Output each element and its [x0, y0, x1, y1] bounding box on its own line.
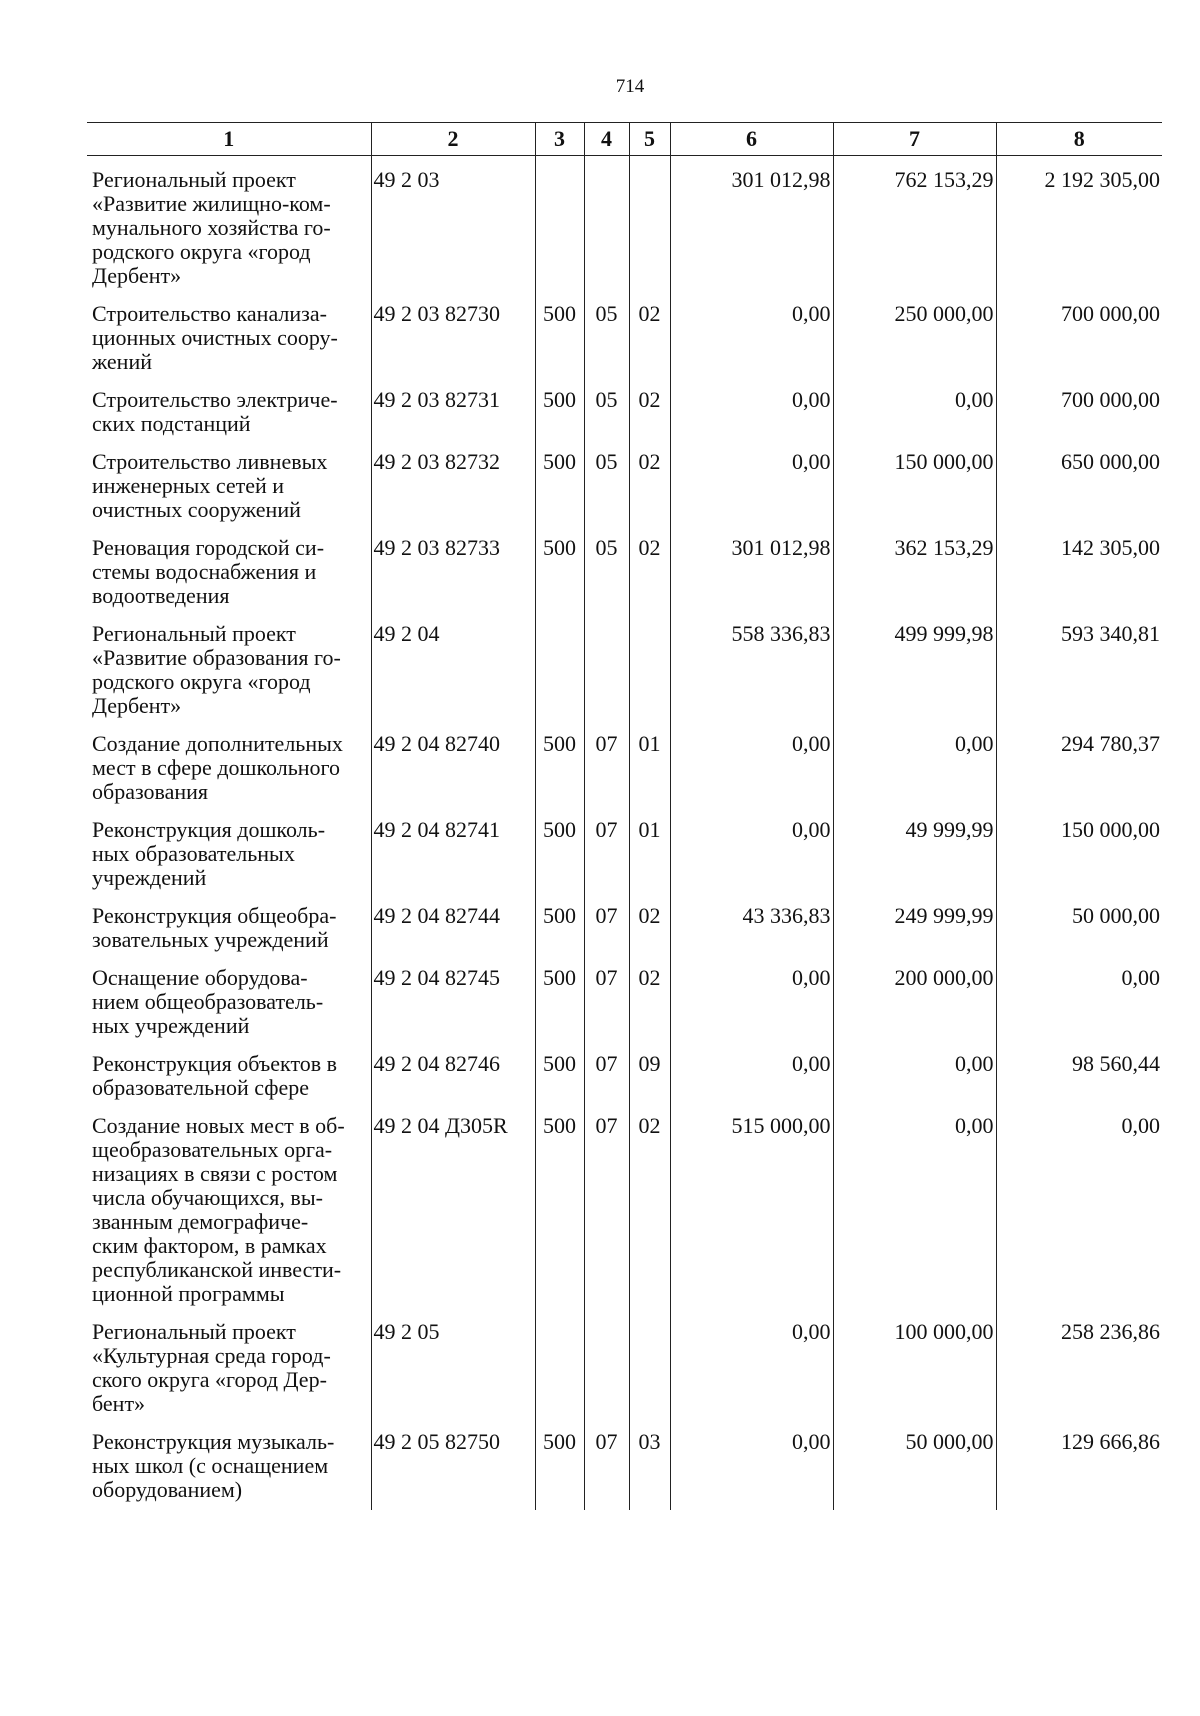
row-value8-cell: 98 560,44: [996, 1038, 1162, 1100]
row-col5-cell: 02: [629, 374, 670, 436]
row-value8-cell: 650 000,00: [996, 436, 1162, 522]
row-name-line: Реконструкция общеобра-: [92, 903, 337, 928]
row-name-line: мунального хозяйства го-: [92, 215, 331, 240]
row-name-line: Реконструкция музыкаль-: [92, 1429, 335, 1454]
row-name-line: родского округа «город: [92, 669, 311, 694]
column-header-6: 6: [670, 123, 833, 156]
row-code-cell: 49 2 04 82741: [371, 804, 535, 890]
row-code-cell: 49 2 04 82745: [371, 952, 535, 1038]
row-code-cell: 49 2 04 Д305R: [371, 1100, 535, 1306]
row-name-line: бент»: [92, 1391, 146, 1416]
row-value6-cell: 0,00: [670, 1038, 833, 1100]
row-col3-cell: [535, 1306, 584, 1416]
row-name-line: Строительство ливневых: [92, 449, 328, 474]
row-col5-cell: 01: [629, 804, 670, 890]
row-value6-cell: 0,00: [670, 952, 833, 1038]
row-col5-cell: 02: [629, 1100, 670, 1306]
row-col5-cell: 01: [629, 718, 670, 804]
row-col3-cell: 500: [535, 890, 584, 952]
row-name-cell: [87, 436, 371, 522]
row-col4-cell: 07: [584, 1038, 629, 1100]
table-row: [87, 374, 1162, 436]
row-name-cell: [87, 374, 371, 436]
row-name-line: Реконструкция объектов в: [92, 1051, 338, 1076]
column-header-1: 1: [87, 123, 371, 156]
row-col4-cell: 07: [584, 1100, 629, 1306]
row-name-line: Дербент»: [92, 263, 182, 288]
row-value8-cell: 593 340,81: [996, 608, 1162, 718]
row-code-cell: 49 2 05 82750: [371, 1416, 535, 1510]
row-value8-cell: 700 000,00: [996, 288, 1162, 374]
row-code-cell: 49 2 04 82746: [371, 1038, 535, 1100]
table-row: [87, 1100, 1162, 1306]
row-value8-cell: 0,00: [996, 952, 1162, 1038]
row-col3-cell: 500: [535, 1100, 584, 1306]
row-value7-cell: 0,00: [833, 718, 996, 804]
row-name-cell: [87, 156, 371, 289]
row-name-cell: [87, 522, 371, 608]
row-name-line: низациях в связи с ростом: [92, 1161, 338, 1186]
table-row: [87, 804, 1162, 890]
row-value6-cell: 0,00: [670, 804, 833, 890]
table-row: [87, 522, 1162, 608]
page-number: 714: [615, 76, 645, 97]
column-header-5: 5: [629, 123, 670, 156]
row-col4-cell: 07: [584, 890, 629, 952]
row-value6-cell: 0,00: [670, 1306, 833, 1416]
row-name-line: ского округа «город Дер-: [92, 1367, 327, 1392]
row-value7-cell: 49 999,99: [833, 804, 996, 890]
row-name-line: ных школ (с оснащением: [92, 1453, 329, 1478]
row-col4-cell: 05: [584, 374, 629, 436]
row-col4-cell: 07: [584, 1416, 629, 1510]
row-col3-cell: 500: [535, 804, 584, 890]
row-name-line: Создание новых мест в об-: [92, 1113, 345, 1138]
row-name-line: Реконструкция дошколь-: [92, 817, 326, 842]
row-col5-cell: 02: [629, 436, 670, 522]
row-value8-cell: 700 000,00: [996, 374, 1162, 436]
table-row: [87, 436, 1162, 522]
row-col3-cell: 500: [535, 1038, 584, 1100]
row-value6-cell: 0,00: [670, 1416, 833, 1510]
row-code-cell: 49 2 03 82730: [371, 288, 535, 374]
row-name-line: званным демографиче-: [92, 1209, 309, 1234]
row-col3-cell: [535, 156, 584, 289]
row-name-line: ским фактором, в рамках: [92, 1233, 327, 1258]
row-name-line: стемы водоснабжения и: [92, 559, 317, 584]
row-value7-cell: 499 999,98: [833, 608, 996, 718]
row-col5-cell: 02: [629, 890, 670, 952]
column-header-7: 7: [833, 123, 996, 156]
row-col5-cell: 02: [629, 288, 670, 374]
row-col5-cell: 03: [629, 1416, 670, 1510]
row-name-line: зовательных учреждений: [92, 927, 329, 952]
row-value6-cell: 301 012,98: [670, 156, 833, 289]
row-code-cell: 49 2 03 82732: [371, 436, 535, 522]
row-value7-cell: 362 153,29: [833, 522, 996, 608]
row-code-cell: 49 2 03 82733: [371, 522, 535, 608]
row-col4-cell: 07: [584, 952, 629, 1038]
row-name-line: очистных сооружений: [92, 497, 301, 522]
row-name-line: щеобразовательных орга-: [92, 1137, 333, 1162]
row-name-line: Реновация городской си-: [92, 535, 325, 560]
row-col3-cell: 500: [535, 1416, 584, 1510]
row-code-cell: 49 2 04 82744: [371, 890, 535, 952]
column-header-2: 2: [371, 123, 535, 156]
row-value7-cell: 0,00: [833, 1100, 996, 1306]
row-name-cell: [87, 718, 371, 804]
row-code-cell: 49 2 05: [371, 1306, 535, 1416]
row-value8-cell: 2 192 305,00: [996, 156, 1162, 289]
row-name-cell: [87, 608, 371, 718]
row-value7-cell: 250 000,00: [833, 288, 996, 374]
row-name-line: Строительство электриче-: [92, 387, 338, 412]
row-value8-cell: 129 666,86: [996, 1416, 1162, 1510]
row-col4-cell: 07: [584, 804, 629, 890]
row-name-line: ционной программы: [92, 1281, 285, 1306]
row-name-line: ционных очистных соору-: [92, 325, 338, 350]
row-name-cell: [87, 952, 371, 1038]
row-value7-cell: 50 000,00: [833, 1416, 996, 1510]
row-col3-cell: 500: [535, 522, 584, 608]
row-col5-cell: [629, 156, 670, 289]
row-name-line: Региональный проект: [92, 1319, 296, 1344]
table-body: [87, 156, 1162, 1511]
row-value8-cell: 150 000,00: [996, 804, 1162, 890]
row-name-line: «Культурная среда город-: [92, 1343, 331, 1368]
row-name-line: оборудованием): [92, 1477, 243, 1502]
column-header-3: 3: [535, 123, 584, 156]
row-name-cell: [87, 1100, 371, 1306]
row-name-line: Региональный проект: [92, 167, 296, 192]
row-name-cell: [87, 1416, 371, 1510]
row-name-line: Создание дополнительных: [92, 731, 343, 756]
column-header-4: 4: [584, 123, 629, 156]
table-row: [87, 890, 1162, 952]
row-name-line: ских подстанций: [92, 411, 251, 436]
row-col3-cell: 500: [535, 718, 584, 804]
row-value7-cell: 100 000,00: [833, 1306, 996, 1416]
row-code-cell: 49 2 04: [371, 608, 535, 718]
row-name-line: Региональный проект: [92, 621, 296, 646]
row-value6-cell: 558 336,83: [670, 608, 833, 718]
row-name-line: жений: [92, 349, 152, 374]
row-value7-cell: 249 999,99: [833, 890, 996, 952]
row-value7-cell: 0,00: [833, 1038, 996, 1100]
row-value8-cell: 50 000,00: [996, 890, 1162, 952]
row-name-line: учреждений: [92, 865, 207, 890]
table-row: [87, 1038, 1162, 1100]
row-col4-cell: 05: [584, 436, 629, 522]
table-row: [87, 156, 1162, 289]
row-name-line: Оснащение оборудова-: [92, 965, 308, 990]
row-value6-cell: 301 012,98: [670, 522, 833, 608]
row-value7-cell: 200 000,00: [833, 952, 996, 1038]
row-name-cell: [87, 1306, 371, 1416]
table-row: [87, 952, 1162, 1038]
row-value6-cell: 0,00: [670, 436, 833, 522]
table-row: [87, 1416, 1162, 1510]
row-col5-cell: 02: [629, 522, 670, 608]
row-name-cell: [87, 804, 371, 890]
row-code-cell: 49 2 03: [371, 156, 535, 289]
row-value7-cell: 762 153,29: [833, 156, 996, 289]
row-col5-cell: [629, 1306, 670, 1416]
row-name-line: инженерных сетей и: [92, 473, 285, 498]
row-name-line: ных учреждений: [92, 1013, 250, 1038]
row-col5-cell: [629, 608, 670, 718]
row-col4-cell: [584, 1306, 629, 1416]
row-value8-cell: 294 780,37: [996, 718, 1162, 804]
row-col5-cell: 02: [629, 952, 670, 1038]
row-value7-cell: 150 000,00: [833, 436, 996, 522]
row-name-line: «Развитие образования го-: [92, 645, 341, 670]
row-name-line: нием общеобразователь-: [92, 989, 324, 1014]
column-header-8: 8: [996, 123, 1162, 156]
row-col4-cell: 05: [584, 288, 629, 374]
row-value6-cell: 0,00: [670, 718, 833, 804]
row-name-line: Дербент»: [92, 693, 182, 718]
row-value6-cell: 0,00: [670, 374, 833, 436]
budget-table: [87, 122, 1162, 1510]
row-value6-cell: 0,00: [670, 288, 833, 374]
row-name-line: водоотведения: [92, 583, 230, 608]
row-value7-cell: 0,00: [833, 374, 996, 436]
row-name-line: Строительство канализа-: [92, 301, 327, 326]
table-row: [87, 718, 1162, 804]
table-header-row: [87, 123, 1162, 156]
row-name-line: мест в сфере дошкольного: [92, 755, 340, 780]
row-name-line: числа обучающихся, вы-: [92, 1185, 323, 1210]
row-col3-cell: 500: [535, 952, 584, 1038]
row-code-cell: 49 2 04 82740: [371, 718, 535, 804]
table-row: [87, 288, 1162, 374]
table-row: [87, 1306, 1162, 1416]
row-col3-cell: [535, 608, 584, 718]
row-name-line: ных образовательных: [92, 841, 295, 866]
row-col5-cell: 09: [629, 1038, 670, 1100]
row-col4-cell: 05: [584, 522, 629, 608]
row-code-cell: 49 2 03 82731: [371, 374, 535, 436]
row-col4-cell: 07: [584, 718, 629, 804]
row-name-cell: [87, 288, 371, 374]
row-value6-cell: 43 336,83: [670, 890, 833, 952]
row-value8-cell: 258 236,86: [996, 1306, 1162, 1416]
row-col4-cell: [584, 156, 629, 289]
row-col4-cell: [584, 608, 629, 718]
row-value8-cell: 0,00: [996, 1100, 1162, 1306]
table-row: [87, 608, 1162, 718]
row-name-line: республиканской инвести-: [92, 1257, 342, 1282]
row-col3-cell: 500: [535, 288, 584, 374]
row-name-line: образовательной сфере: [92, 1075, 310, 1100]
row-name-line: «Развитие жилищно-ком-: [92, 191, 331, 216]
row-name-line: родского округа «город: [92, 239, 311, 264]
row-name-cell: [87, 890, 371, 952]
row-name-cell: [87, 1038, 371, 1100]
row-value6-cell: 515 000,00: [670, 1100, 833, 1306]
row-col3-cell: 500: [535, 374, 584, 436]
row-value8-cell: 142 305,00: [996, 522, 1162, 608]
row-col3-cell: 500: [535, 436, 584, 522]
row-name-line: образования: [92, 779, 209, 804]
